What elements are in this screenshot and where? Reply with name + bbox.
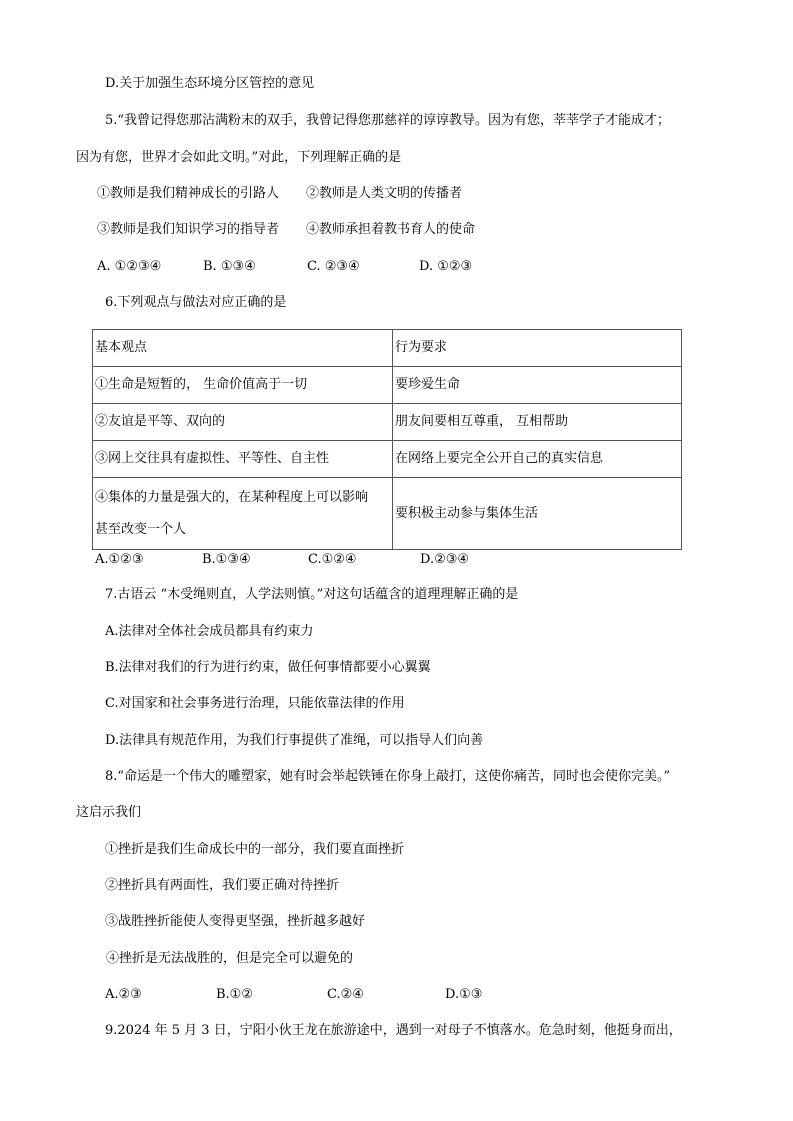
q8-statement-3: ③战胜挫折能使人变得更坚强，挫折越多越好 [105, 914, 366, 929]
q8-statement-2: ②挫折具有两面性，我们要正确对待挫折 [105, 878, 340, 893]
q7-option-a: A.法律对全体社会成员都具有约束力 [105, 624, 314, 639]
table-cell: 在网络上要完全公开自己的真实信息 [393, 441, 682, 478]
q5-stem-line2: 因为有您，世界才会如此文明。”对此，下列理解正确的是 [76, 150, 402, 165]
q6-option-d: D.②③④ [420, 552, 470, 567]
q8-statement-1: ①挫折是我们生命成长中的一部分，我们要直面挫折 [105, 842, 405, 857]
q6-option-a: A.①②③ [95, 552, 144, 567]
table-header-requirement: 行为要求 [393, 330, 682, 367]
table-row [93, 478, 682, 550]
q6-stem: 6.下列观点与做法对应正确的是 [105, 295, 287, 310]
q5-statement-4: ④教师承担着教书育人的使命 [306, 222, 476, 237]
q6-table [92, 329, 682, 550]
q8-option-a: A.②③ [105, 987, 142, 1002]
table-cell-line: ④集体的力量是强大的，在某种程度上可以影响 [95, 489, 369, 505]
q8-stem-line2: 这启示我们 [76, 805, 142, 820]
table-cell: 朋友间要相互尊重， 互相帮助 [393, 404, 682, 441]
q8-statement-4: ④挫折是无法战胜的，但是完全可以避免的 [106, 951, 354, 966]
q5-option-c: C. ②③④ [307, 259, 360, 274]
q5-statement-3: ③教师是我们知识学习的指导者 [97, 222, 280, 237]
q7-stem: 7.古语云 “木受绳则直，人学法则慎。”对这句话蕴含的道理理解正确的是 [105, 587, 519, 602]
q5-option-d: D. ①②③ [419, 259, 473, 274]
table-cell: 要珍爱生命 [393, 367, 682, 404]
q8-stem-line1: 8.“命运是一个伟大的雕塑家，她有时会举起铁锤在你身上敲打，这使你痛苦，同时也会使你完美。” [105, 769, 671, 784]
q5-option-b: B. ①③④ [203, 259, 256, 274]
table-cell [93, 478, 393, 550]
q5-option-a: A. ①②③④ [97, 259, 162, 274]
q6-option-c: C.①②④ [308, 552, 357, 567]
q7-option-d: D.法律具有规范作用，为我们行事提供了准绳，可以指导人们向善 [105, 733, 484, 748]
q6-option-b: B.①③④ [202, 552, 251, 567]
table-cell: ②友谊是平等、双向的 [93, 404, 393, 441]
q5-stem-line1: 5.“我曾记得您那沾满粉末的双手，我曾记得您那慈祥的谆谆教导。因为有您，莘莘学子才能成才； [105, 113, 671, 128]
q8-option-c: C.②④ [327, 987, 364, 1002]
q8-option-d: D.①③ [445, 987, 483, 1002]
q5-statement-1: ①教师是我们精神成长的引路人 [97, 186, 280, 201]
q5-statement-2: ②教师是人类文明的传播者 [306, 186, 463, 201]
q8-option-b: B.①② [216, 987, 253, 1002]
table-header-viewpoint: 基本观点 [93, 330, 393, 367]
table-row [93, 441, 682, 478]
q7-option-b: B.法律对我们的行为进行约束，做任何事情都要小心翼翼 [105, 660, 431, 675]
q7-option-c: C.对国家和社会事务进行治理，只能依靠法律的作用 [105, 696, 405, 711]
table-row [93, 404, 682, 441]
table-header-row [93, 330, 682, 367]
table-cell-line: 甚至改变一个人 [95, 521, 187, 537]
table-row [93, 367, 682, 404]
table-cell: 要积极主动参与集体生活 [393, 478, 682, 550]
q4-option-d: D.关于加强生态环境分区管控的意见 [105, 76, 315, 91]
table-cell: ③网上交往具有虚拟性、平等性、自主性 [93, 441, 393, 478]
table-cell: ①生命是短暂的， 生命价值高于一切 [93, 367, 393, 404]
q9-stem-line1: 9.2024 年 5 月 3 日，宁阳小伙王龙在旅游途中，遇到一对母子不慎落水。危急时刻，他挺身而出， [105, 1023, 682, 1038]
